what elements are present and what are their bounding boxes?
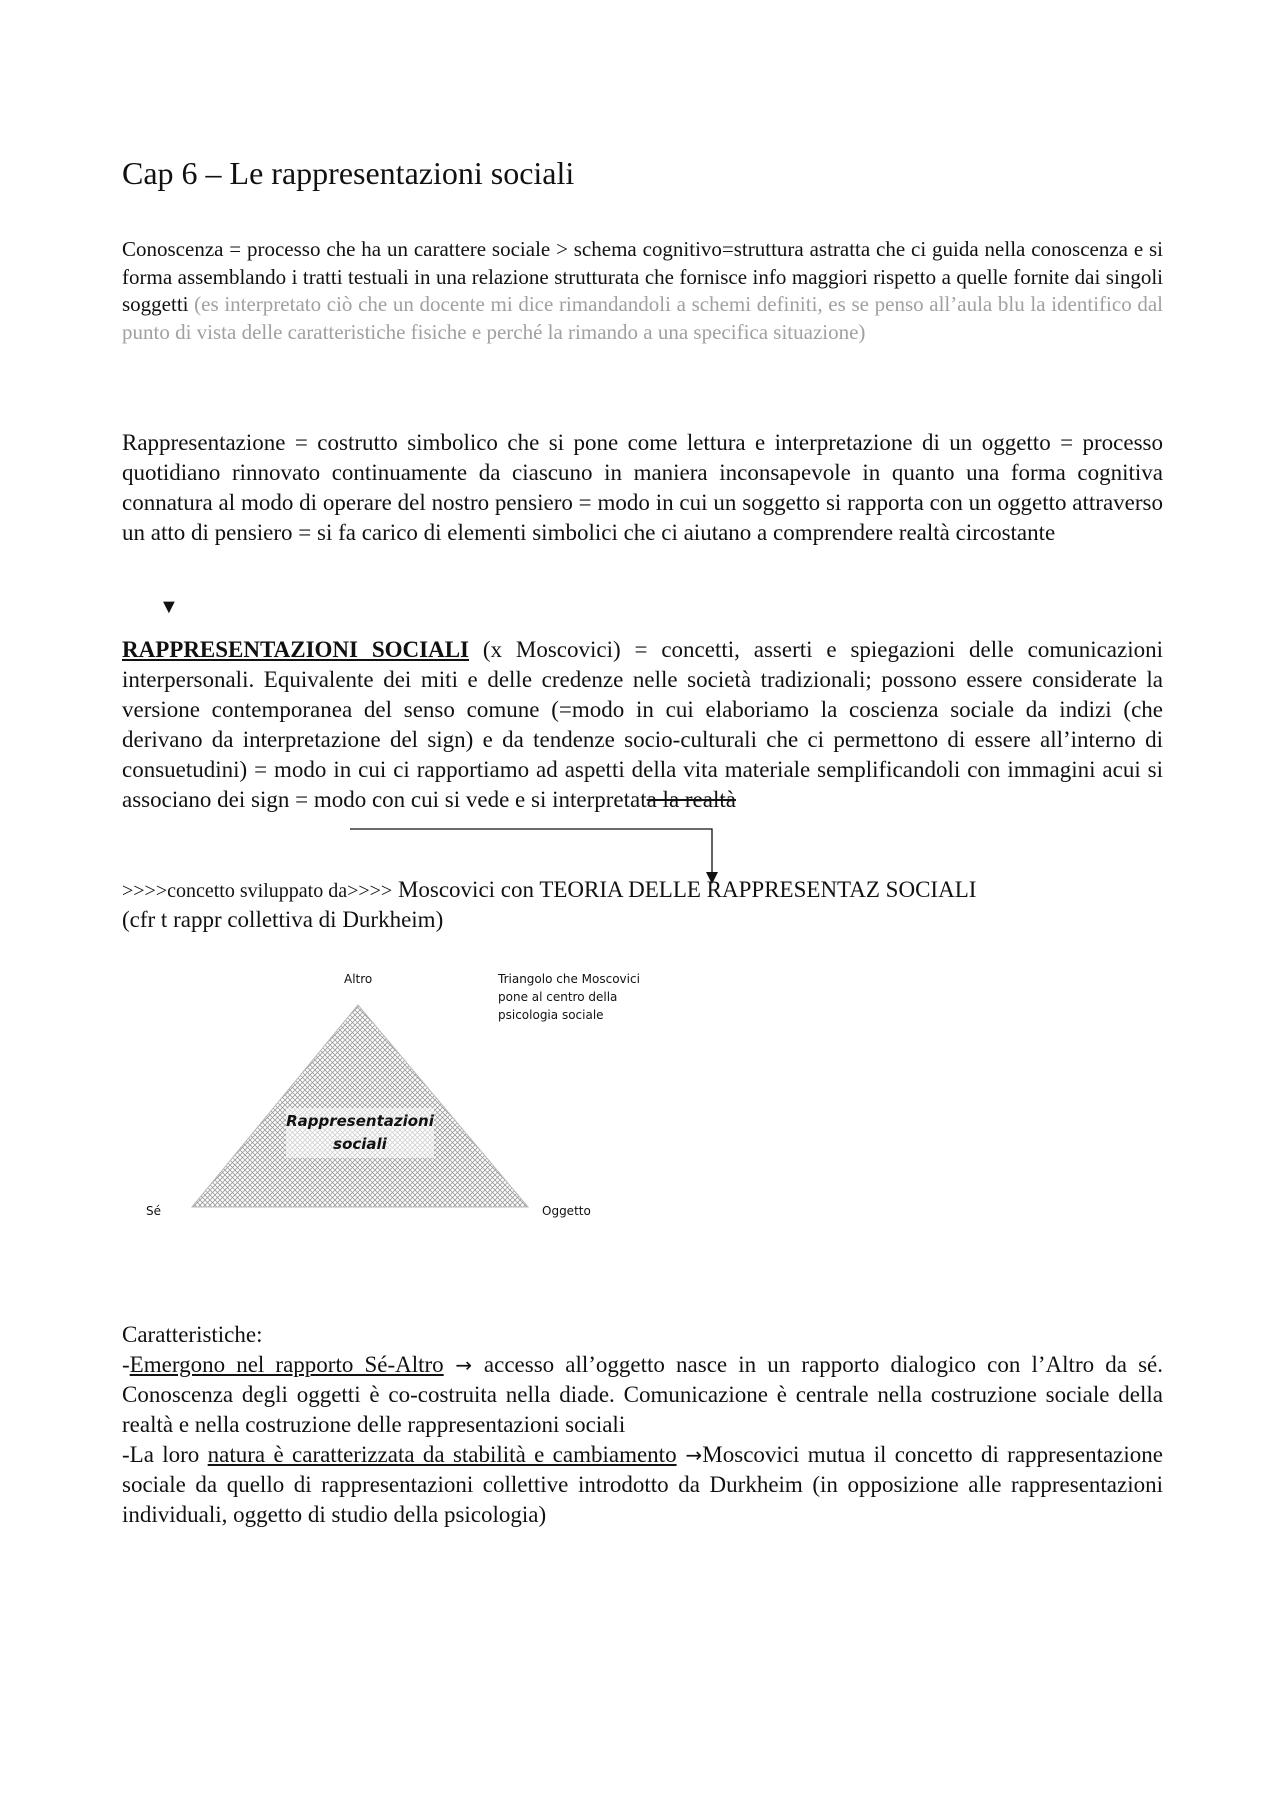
paragraph-conoscenza-text: Conoscenza = processo che ha un carattere sociale > schema cognitivo=struttura astratta che ci guida nella conoscenza e si forma assemblando i tratti testuali in una relazione strutturata che fornisce info maggiori rispetto a quelle fornite dai singoli soggetti: [122, 237, 1163, 316]
item1-dash: -: [122, 1352, 130, 1377]
item1-underlined: Emergono nel rapporto Sé-Altro: [129, 1352, 444, 1377]
item2-prefix: -La loro: [122, 1442, 208, 1467]
right-arrow-icon: →: [443, 1353, 484, 1377]
caratteristiche-section: [122, 1320, 1163, 1530]
item2-underlined: natura è caratterizzata da stabilità e cambiamento: [207, 1442, 677, 1467]
paragraph-conoscenza-note: (es interpretato ciò che un docente mi dice rimandandoli a schemi definiti, es se penso all’aula blu la identifico dal punto di vista delle caratteristiche fisiche e perché la rimando a una specifica situazione): [122, 292, 1164, 344]
diagram-center-label: Rappresentazioni sociali: [286, 1112, 434, 1153]
diagram-label-oggetto: Oggetto: [542, 1204, 591, 1218]
caratteristica-item-2: [122, 1440, 1163, 1530]
caratteristiche-heading: Caratteristiche:: [122, 1322, 263, 1347]
diagram-label-altro: Altro: [344, 972, 373, 986]
cfr-line: (cfr t rappr collettiva di Durkheim): [122, 907, 444, 932]
term-rappresentazioni-sociali: RAPPRESENTAZIONI SOCIALI: [122, 637, 470, 662]
triangle-shape: [192, 1005, 528, 1207]
caratteristica-item-1: [122, 1350, 1163, 1440]
concept-rest: Moscovici con TEORIA DELLE RAPPRESENTAZ SOCIALI: [392, 877, 977, 902]
item2-text: Moscovici mutua il concetto di rappresentazione sociale da quello di rappresentazioni collettive introdotto da Durkheim (in opposizione alle rappresentazioni individuali, oggetto di studio della psicologia): [122, 1442, 1163, 1527]
concept-prefix: >>>>concetto sviluppato da>>>>: [122, 880, 393, 902]
diagram-label-se: Sé: [146, 1204, 161, 1218]
down-arrow-icon: ▼: [159, 596, 179, 618]
struck-text: a la realtà: [646, 787, 736, 812]
diagram-caption: Triangolo che Moscovici pone al centro della psicologia sociale: [498, 972, 640, 1022]
paragraph-rappresentazione: Rappresentazione = costrutto simbolico che si pone come lettura e interpretazione di un oggetto = processo quotidiano rinnovato continuamente da ciascuno in maniera inconsapevole in quanto una forma cognitiva connatura al modo di operare del nostro pensiero = modo in cui un soggetto si rapporta con un oggetto attraverso un atto di pensiero = si fa carico di elementi simbolici che ci aiutano a comprendere realtà circostante: [122, 430, 1163, 545]
item1-text: accesso all’oggetto nasce in un rapporto dialogico con l’Altro da sé. Conoscenza degli oggetti è co-costruita nella diade. Comunicazione è centrale nella costruzione sociale della realtà e nella costruzione delle rappresentazioni sociali: [122, 1352, 1163, 1437]
page-title: Cap 6 – Le rappresentazioni sociali: [122, 155, 575, 191]
paragraph-rappresentazioni-sociali-text: (x Moscovici) = concetti, asserti e spiegazioni delle comunicazioni interpersonali. Equivalente dei miti e delle credenze nelle società tradizionali; possono essere considerate la versione contemporanea del senso comune (=modo in cui elaboriamo la coscienza sociale da indizi (che derivano da interpretazione del sign) e da tendenze socio-culturali che ci permettono di essere all’interno di consuetudini) = modo in cui ci rapportiamo ad aspetti della vita materiale semplificandoli con immagini acui si associano dei sign = modo con cui si vede e si interpretat: [122, 637, 1164, 812]
right-arrow-icon: →: [676, 1443, 703, 1467]
